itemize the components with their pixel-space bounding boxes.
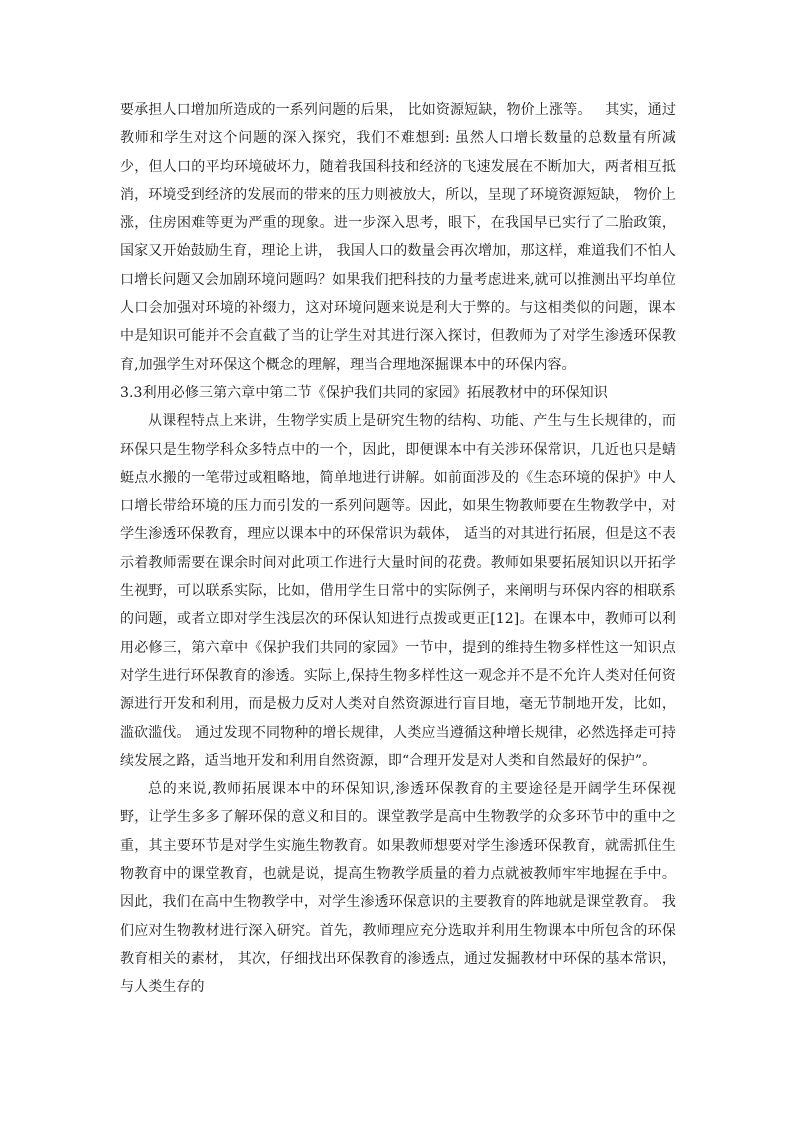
paragraph-classroom-education: 总的来说,教师拓展课本中的环保知识,渗透环保教育的主要途径是开阔学生环保视野，让学生多多了解环保的意义和目的。课堂教学是高中生物教学的众多环节中的重中之重，其主要环节是对学生实施生物教育。如果教师想要对学生渗透环保教育，就需抓住生物教育中的课堂教育，也就是说，提高生物教学质量的着力点就被教师牢牢地握在手中。因此，我们在高中生物教学中，对学生渗透环保意识的主要教育的阵地就是课堂教育。 我们应对生物教材进行深入研究。首先，教师理应充分选取并利用生物课本中所包含的环保教育相关的素材， 其次，仔细找出环保教育的渗透点，通过发掘教材中环保的基本常识，与人类生存的 [120,781,676,996]
page-body [120,96,676,1002]
section-heading-3-3: 3.3利用必修三第六章中第二节《保护我们共同的家园》拓展教材中的环保知识 [120,384,608,401]
paragraph-biodiversity: 从课程特点上来讲，生物学实质上是研究生物的结构、功能、产生与生长规律的，而环保只是生物学科众多特点中的一个，因此，即便课本中有关涉环保常识，几近也只是蜻蜓点水搬的一笔带过或粗略地，简单地进行讲解。如前面涉及的《生态环境的保护》中人口增长带给环境的压力而引发的一系列问题等。因此，如果生物教师要在生物教学中，对学生渗透环保教育，理应以课本中的环保常识为载体， 适当的对其进行拓展，但是这不表示着教师需要在课余时间对此项工作进行大量时间的花费。教师如果要拓展知识以开拓学生视野，可以联系实际，比如，借用学生日常中的实际例子，来阐明与环保内容的相联系的问题，或者立即对学生浅层次的环保认知进行点拨或更正[12]。在课本中，教师可以利用必修三，第六章中《保护我们共同的家园》一节中，提到的维持生物多样性这一知识点对学生进行环保教育的渗透。实际上,保持生物多样性这一观念并不是不允许人类对任何资源进行开发和利用，而是极力反对人类对自然资源进行盲目地，毫无节制地开发，比如，滥砍滥伐。 通过发现不同物种的增长规律，人类应当遵循这种增长规律，必然选择走可持续发展之路，适当地开发和利用自然资源，即“合理开发是对人类和自然最好的保护”。 [120,413,676,769]
paragraph-population-pressure: 要承担人口增加所造成的一系列问题的后果， 比如资源短缺，物价上涨等。 其实，通过教师和学生对这个问题的深入探究，我们不难想到: 虽然人口增长数量的总数量有所减少，但人口的平均环境破坏力，随着我国科技和经济的飞速发展在不断加大，两者相互抵消，环境受到经济的发展而的带来的压力则被放大，所以，呈现了环境资源短缺， 物价上涨，住房困难等更为严重的现象。进一步深入思考，眼下，在我国早已实行了二胎政策，国家又开始鼓励生育，理论上讲， 我国人口的数量会再次增加，那这样，难道我们不怕人口增长问题又会加剧环境问题吗？如果我们把科技的力量考虑进来,就可以推测出平均单位人口会加强对环境的补缀力，这对环境问题来说是利大于弊的。与这相类似的问题，课本中是知识可能并不会直截了当的让学生对其进行深入探讨，但教师为了对学生渗透环保教育,加强学生对环保这个概念的理解，理当合理地深掘课本中的环保内容。 [120,102,676,373]
